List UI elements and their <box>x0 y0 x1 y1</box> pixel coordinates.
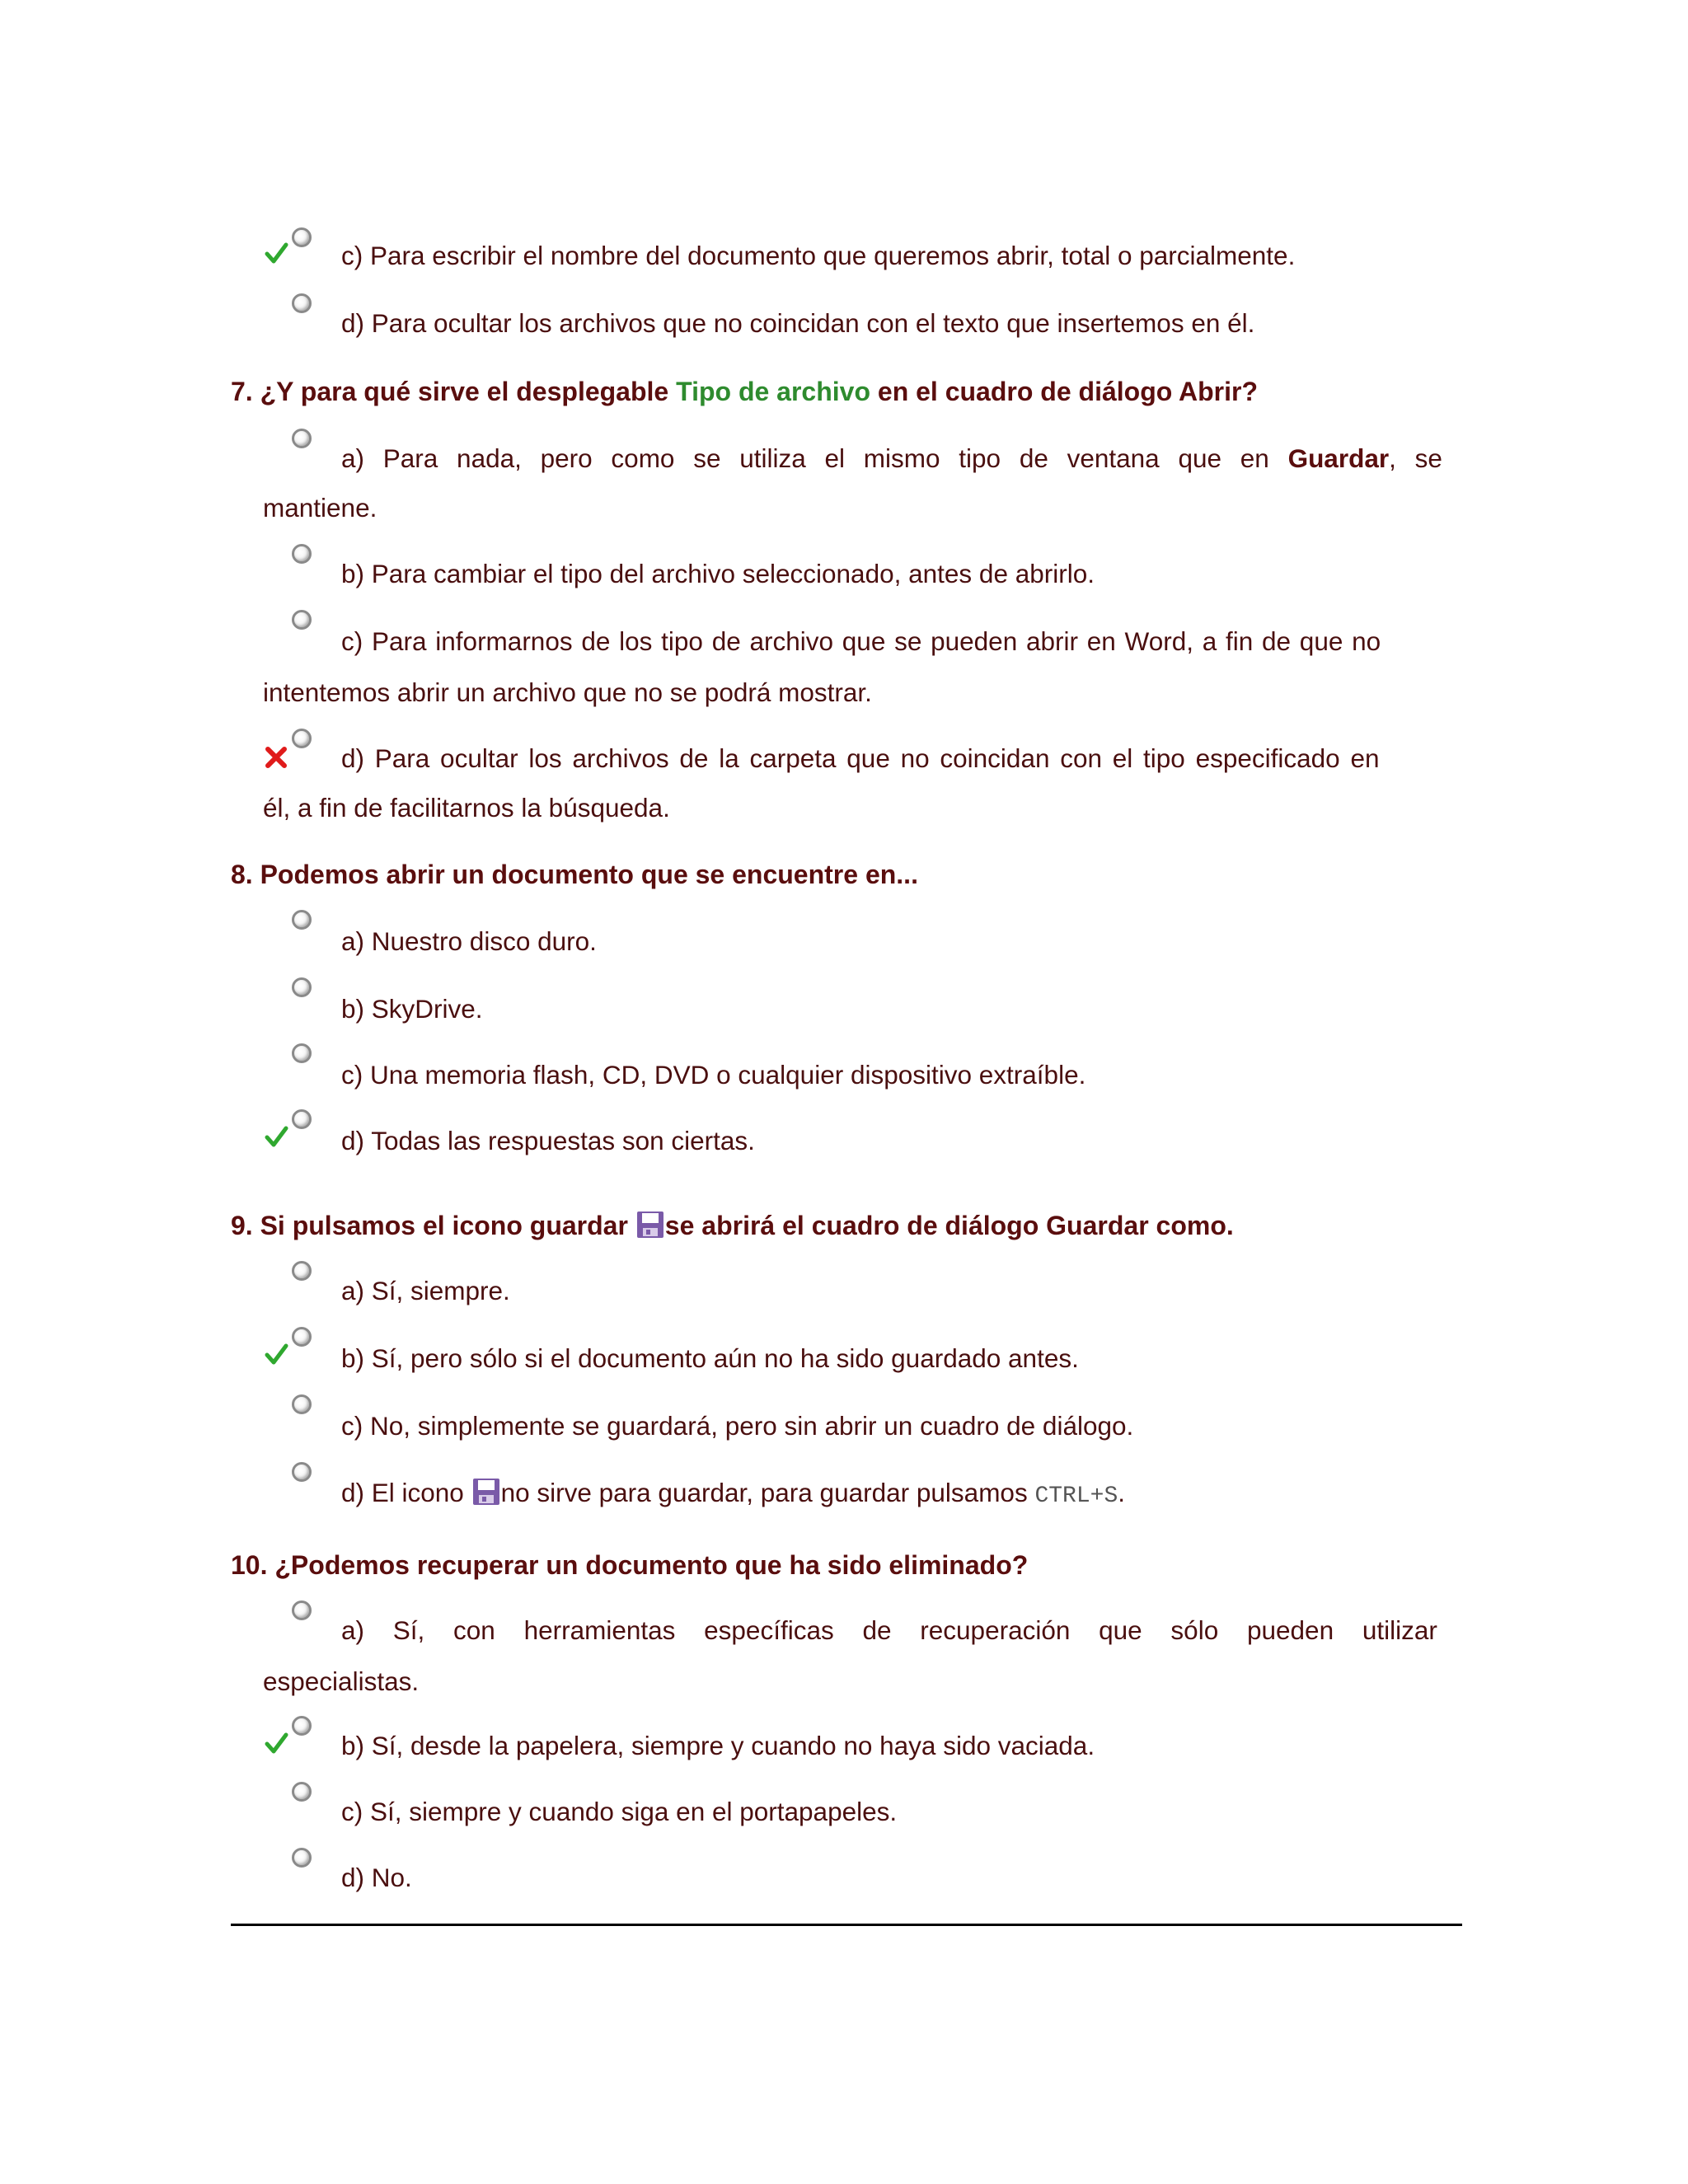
answer-q9-d <box>341 1477 1125 1511</box>
radio-button-icon[interactable] <box>292 293 312 313</box>
question-10-title: 10. ¿Podemos recuperar un documento que ha sido eliminado? <box>231 1550 1029 1580</box>
answer-q10-a: a) Sí, con herramientas específicas de recuperación que sólo pueden utilizar <box>341 1615 1437 1645</box>
question-9-title-text-end: se abrirá el cuadro de diálogo Guardar como. <box>664 1211 1234 1240</box>
answer-q10-b: b) Sí, desde la papelera, siempre y cuando no haya sido vaciada. <box>341 1731 1095 1760</box>
question-9-title-text: 9. Si pulsamos el icono guardar <box>231 1211 635 1240</box>
answer-q9-d-text: d) El icono <box>341 1478 471 1507</box>
radio-button-icon[interactable] <box>292 1327 312 1347</box>
footer-divider <box>231 1924 1462 1926</box>
floppy-disk-save-icon <box>635 1210 665 1240</box>
radio-button-icon[interactable] <box>292 1601 312 1620</box>
answer-q8-b: b) SkyDrive. <box>341 994 483 1024</box>
answer-q7-c: c) Para informarnos de los tipo de archivo que se pueden abrir en Word, a fin de que no <box>341 626 1381 656</box>
answer-q7-a-text-end: , se <box>1389 443 1442 473</box>
radio-button-icon[interactable] <box>292 1043 312 1063</box>
answer-q9-c: c) No, simplemente se guardará, pero sin abrir un cuadro de diálogo. <box>341 1411 1134 1441</box>
keyword-guardar: Guardar <box>1287 443 1390 473</box>
radio-button-icon[interactable] <box>292 1716 312 1736</box>
radio-button-icon[interactable] <box>292 1261 312 1281</box>
answer-q10-c: c) Sí, siempre y cuando siga en el portapapeles. <box>341 1797 898 1826</box>
red-x-icon <box>264 745 288 770</box>
radio-button-icon[interactable] <box>292 1848 312 1868</box>
radio-button-icon[interactable] <box>292 1394 312 1414</box>
answer-q8-a: a) Nuestro disco duro. <box>341 926 597 956</box>
answer-q9-d-text-end: . <box>1118 1478 1126 1507</box>
question-9-title <box>231 1210 1234 1241</box>
radio-button-icon[interactable] <box>292 910 312 930</box>
answer-q9-b: b) Sí, pero sólo si el documento aún no ha sido guardado antes. <box>341 1343 1079 1373</box>
answer-q7-a-text: a) Para nada, pero como se utiliza el mismo tipo de ventana que en <box>341 443 1288 473</box>
radio-button-icon[interactable] <box>292 729 312 748</box>
answer-q7-d: d) Para ocultar los archivos de la carpeta que no coincidan con el tipo especificado en <box>341 743 1380 773</box>
radio-button-icon[interactable] <box>292 610 312 630</box>
question-7-title-text-end: en el cuadro de diálogo Abrir? <box>870 377 1258 406</box>
answer-q7-c-continued: intentemos abrir un archivo que no se podrá mostrar. <box>263 677 872 707</box>
answer-q9-d-text-mid: no sirve para guardar, para guardar pulsamos <box>500 1478 1035 1507</box>
green-check-icon <box>264 1342 288 1366</box>
answer-q7-a-continued: mantiene. <box>263 493 377 523</box>
answer-q10-d: d) No. <box>341 1863 412 1892</box>
green-check-icon <box>264 241 288 265</box>
keyword-tipo-de-archivo: Tipo de archivo <box>676 377 870 406</box>
question-7-title <box>231 376 1258 407</box>
radio-button-icon[interactable] <box>292 544 312 564</box>
answer-q10-a-continued: especialistas. <box>263 1666 420 1696</box>
question-7-title-text: 7. ¿Y para qué sirve el desplegable <box>231 377 677 406</box>
keyboard-shortcut-ctrl-s: CTRL+S <box>1034 1483 1118 1509</box>
radio-button-icon[interactable] <box>292 1782 312 1802</box>
answer-q8-c: c) Una memoria flash, CD, DVD o cualquier dispositivo extraíble. <box>341 1060 1086 1090</box>
radio-button-icon[interactable] <box>292 1462 312 1482</box>
green-check-icon <box>264 1731 288 1755</box>
answer-q7-d-continued: él, a fin de facilitarnos la búsqueda. <box>263 793 670 823</box>
radio-button-icon[interactable] <box>292 429 312 448</box>
green-check-icon <box>264 1124 288 1149</box>
answer-q9-a: a) Sí, siempre. <box>341 1276 510 1305</box>
question-8-title: 8. Podemos abrir un documento que se encuentre en... <box>231 860 918 889</box>
answer-q7-a <box>341 443 1442 473</box>
radio-button-icon[interactable] <box>292 1109 312 1129</box>
radio-button-icon[interactable] <box>292 227 312 247</box>
answer-q7-b: b) Para cambiar el tipo del archivo seleccionado, antes de abrirlo. <box>341 559 1095 588</box>
answer-q8-d: d) Todas las respuestas son ciertas. <box>341 1126 755 1155</box>
radio-button-icon[interactable] <box>292 977 312 997</box>
answer-q6-c: c) Para escribir el nombre del documento que queremos abrir, total o parcialmente. <box>341 241 1296 270</box>
answer-q6-d: d) Para ocultar los archivos que no coincidan con el texto que insertemos en él. <box>341 308 1255 338</box>
floppy-disk-save-icon <box>471 1477 501 1507</box>
